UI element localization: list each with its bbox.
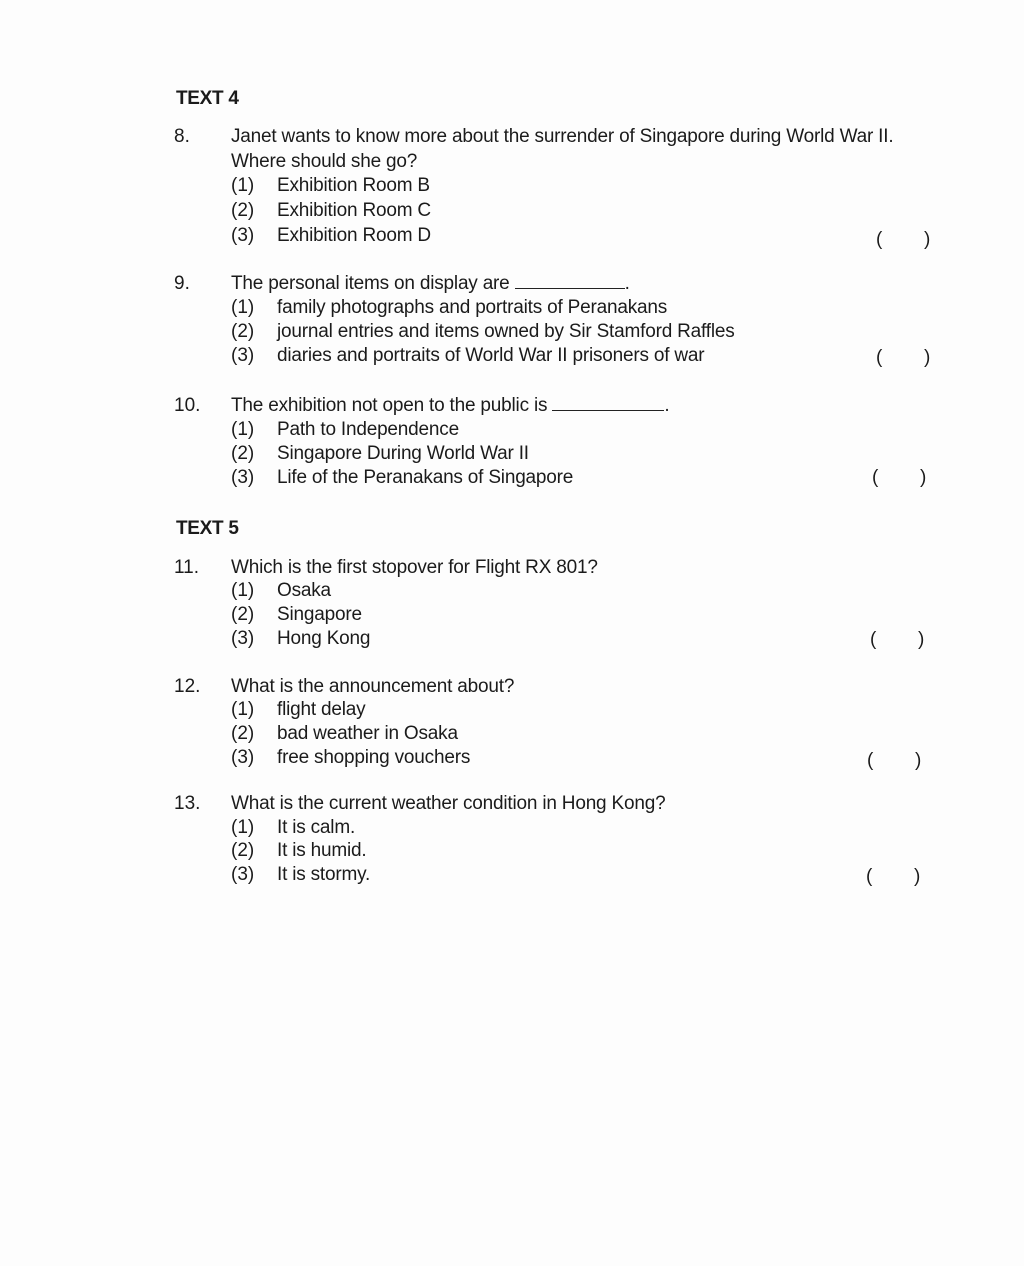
open-bracket: ( [870, 629, 877, 650]
open-bracket: ( [872, 467, 879, 488]
option-number: (3) [231, 225, 255, 246]
question-number: 8. [174, 126, 190, 147]
option-text: Exhibition Room C [277, 200, 431, 221]
option-number: (2) [231, 840, 255, 861]
section-heading-text-4: TEXT 4 [176, 88, 239, 109]
option-number: (1) [231, 699, 255, 720]
question-end: . [624, 273, 630, 294]
question-text: Which is the first stopover for Flight RX 801? [231, 557, 598, 578]
close-bracket: ) [920, 467, 927, 488]
fill-in-blank [515, 274, 625, 289]
option-number: (1) [231, 175, 255, 196]
option-number: (1) [231, 297, 255, 318]
option-number: (2) [231, 604, 255, 625]
question-text: Janet wants to know more about the surrender of Singapore during World War II. [231, 126, 894, 147]
option-text: family photographs and portraits of Peranakans [277, 297, 668, 318]
question-end: . [664, 395, 670, 416]
answer-bracket[interactable] [866, 629, 926, 653]
option-text: diaries and portraits of World War II prisoners of war [277, 345, 705, 366]
option-text: Exhibition Room B [277, 175, 430, 196]
option-text: bad weather in Osaka [277, 723, 458, 744]
question-text-line-2: Where should she go? [231, 151, 418, 172]
fill-in-blank [552, 396, 664, 411]
option-number: (1) [231, 419, 255, 440]
open-bracket: ( [866, 866, 873, 887]
answer-bracket[interactable] [862, 866, 922, 890]
option-number: (2) [231, 200, 255, 221]
option-text: Singapore [277, 604, 362, 625]
close-bracket: ) [924, 347, 931, 368]
question-text [231, 273, 630, 295]
question-number: 9. [174, 273, 190, 294]
question-stem: The personal items on display are [231, 273, 510, 294]
question-text [231, 395, 669, 417]
question-number: 11. [174, 557, 200, 578]
close-bracket: ) [914, 866, 921, 887]
open-bracket: ( [867, 750, 874, 771]
answer-bracket[interactable] [872, 347, 932, 371]
option-number: (2) [231, 723, 255, 744]
question-number: 12. [174, 676, 201, 697]
section-heading-text-5: TEXT 5 [176, 518, 239, 539]
question-stem: The exhibition not open to the public is [231, 395, 548, 416]
option-number: (3) [231, 467, 255, 488]
option-text: Life of the Peranakans of Singapore [277, 467, 574, 488]
option-number: (3) [231, 747, 255, 768]
answer-bracket[interactable] [868, 467, 928, 491]
option-text: It is humid. [277, 840, 367, 861]
close-bracket: ) [915, 750, 922, 771]
close-bracket: ) [924, 229, 931, 250]
close-bracket: ) [918, 629, 925, 650]
question-number: 13. [174, 793, 201, 814]
option-number: (3) [231, 628, 255, 649]
option-number: (1) [231, 580, 255, 601]
option-text: journal entries and items owned by Sir Stamford Raffles [277, 321, 735, 342]
question-text: What is the announcement about? [231, 676, 515, 697]
option-text: It is stormy. [277, 864, 371, 885]
option-number: (1) [231, 817, 255, 838]
option-number: (2) [231, 321, 255, 342]
question-number: 10. [174, 395, 201, 416]
open-bracket: ( [876, 229, 883, 250]
option-text: Exhibition Room D [277, 225, 431, 246]
question-text: What is the current weather condition in Hong Kong? [231, 793, 666, 814]
option-number: (2) [231, 443, 255, 464]
option-text: Singapore During World War II [277, 443, 529, 464]
option-number: (3) [231, 345, 255, 366]
option-text: Osaka [277, 580, 331, 601]
option-text: It is calm. [277, 817, 356, 838]
option-text: Hong Kong [277, 628, 371, 649]
answer-bracket[interactable] [863, 750, 923, 774]
open-bracket: ( [876, 347, 883, 368]
option-text: free shopping vouchers [277, 747, 471, 768]
answer-bracket[interactable] [872, 229, 932, 253]
option-text: Path to Independence [277, 419, 459, 440]
option-text: flight delay [277, 699, 366, 720]
option-number: (3) [231, 864, 255, 885]
